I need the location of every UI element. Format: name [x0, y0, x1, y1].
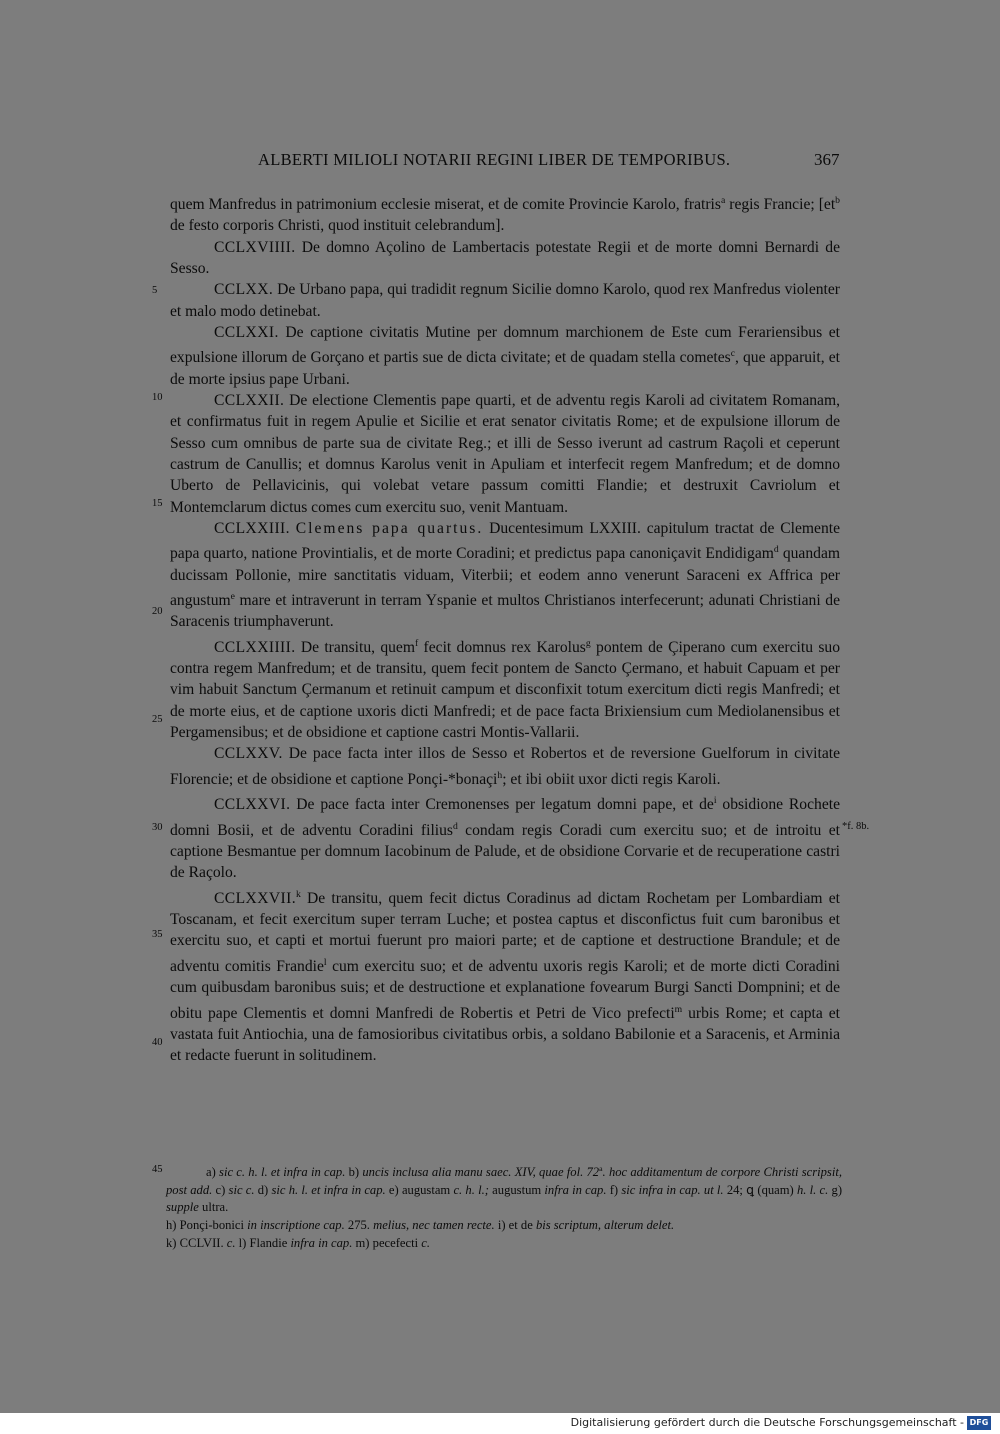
chapter-number: CCLXXV.: [214, 745, 283, 763]
line-number-30: 30: [152, 822, 163, 833]
text-segment: uncis inclusa alia manu saec. XIV, quae fol. 72: [362, 1165, 600, 1180]
text-segment: fecit domnus rex Karolus: [418, 638, 586, 656]
text-segment: c): [212, 1182, 229, 1197]
text-segment: urbis Rome; et capta et vastata fuit Antiochia, una de famosioribus civitatibus orbis, a soldano Babilonie et a Saracenis, et Arminia et redacte fuerunt in solitudinem.: [170, 1004, 840, 1065]
text-segment: g): [828, 1182, 843, 1197]
text-segment: . hoc additamentum de corpore Christi scripsit, post add.: [166, 1165, 842, 1197]
text-segment: augustum: [488, 1182, 545, 1197]
footnotes: [166, 1160, 842, 1252]
footnote-marker: d: [773, 544, 779, 556]
text-segment: h) Ponçi-bonici: [166, 1217, 248, 1232]
dfg-logo-icon[interactable]: DFG: [967, 1416, 991, 1430]
text-segment: l) Flandie: [235, 1235, 291, 1250]
text-segment: 275.: [344, 1217, 374, 1232]
text-segment: c.: [226, 1235, 236, 1250]
text-segment: De transitu, quem fecit dictus Coradinus ad dictam Rochetam per Lombardiam et Toscanam, et fecit exercitum super terram Luche; et postea captus et disconfictus fuit cum baronibus et exercitu suo, et capti et mortui fuerunt pro maiori parte; et de captione et destructione Brandule; et de adventu comitis Frandie: [170, 889, 840, 975]
chapter-number: CCLXXI.: [214, 323, 279, 341]
chapter-paragraph-3: [170, 322, 840, 390]
chapter-paragraph-2: [170, 279, 840, 322]
chapter-number: CCLXXIII.: [214, 519, 290, 537]
digitization-footer: [0, 1413, 1000, 1434]
footnote-line-2: [166, 1235, 842, 1253]
text-segment: bis scriptum, alterum delet.: [535, 1217, 675, 1232]
footnote-marker: k: [296, 888, 301, 900]
text-segment: De electione Clementis pape quarti, et de adventu regis Karoli ad civitatem Romanam, et confirmatus fuit in regem Apulie et Sicilie et erat senator civitatis Rome; et de expulsione illorum de Sesso cum omnibus de parte sua de civitate Reg.; et illi de Sesso iverunt ad castrum Raçoli et ceperunt castrum de Canullis; et domnus Karolus venit in Apuliam et interfecit regem Manfredum; et de domno Uberto de Pellavicinis, qui volebat vetare passum comitti Flandie; et destruxit Cavriolum et Montemclarum dictus comes cum exercitu suo, venit Mantuam.: [170, 392, 840, 516]
footnote-marker: g: [585, 637, 591, 649]
page-number: 367: [814, 150, 840, 169]
line-number-25: 25: [152, 714, 163, 725]
text-segment: cum exercitu suo; et de adventu uxoris regis Karoli; et de morte dicti Coradini cum quibusdam baronibus suis; et de destructione et explanatione fovearum Burgi Sancti Dompnini; et de obitu pape Clementis et domni Manfredi de Robertis et Petri de Vico prefecti: [170, 957, 840, 1022]
text-segment: obsidione Rochete domni Bosii, et de adventu Coradini filius: [170, 796, 840, 839]
chapter-number: CCLXVIIII.: [214, 238, 296, 256]
text-segment: mare et intraverunt in terram Yspanie et multos Christianos interfecerunt; adunati Christiani de Saracenis triumphaverunt.: [170, 592, 840, 631]
chapter-paragraph-9: [170, 884, 840, 1067]
chapter-paragraph-4: [170, 390, 840, 518]
chapter-paragraph-8: [170, 790, 840, 884]
line-number-35: 35: [152, 929, 163, 940]
footnote-marker: d: [452, 820, 458, 832]
text-segment: h. l. c.: [796, 1182, 829, 1197]
footnote-line-1: [166, 1217, 842, 1235]
footnote-marker: e: [230, 590, 235, 602]
text-segment: sic h. l. et infra in cap.: [271, 1182, 386, 1197]
text-segment: infra in cap.: [290, 1235, 353, 1250]
chapter-paragraph-1: [170, 237, 840, 280]
footnote-marker: b: [835, 195, 840, 206]
text-segment: 24; ꝗ (quam): [723, 1182, 797, 1197]
text-segment: Clemens papa quartus.: [295, 519, 484, 537]
text-segment: sic c.: [228, 1182, 255, 1197]
text-segment: regis Francie; [et: [725, 196, 836, 214]
text-segment: ; et ibi obiit uxor dicti regis Karoli.: [502, 770, 721, 788]
text-segment: supple: [166, 1200, 199, 1215]
text-segment: De pace facta inter illos de Sesso et Robertos et de reversione Guelforum in civitate Florencie; et de obsidione et captione Ponçi-*bonaçi: [170, 745, 840, 788]
line-number-40: 40: [152, 1037, 163, 1048]
chapter-number: CCLXXII.: [214, 392, 285, 410]
chapter-number: CCLXX.: [214, 281, 274, 299]
running-header: ALBERTI MILIOLI NOTARII REGINI LIBER DE TEMPORIBUS.: [258, 150, 731, 169]
chapter-paragraph-5: [170, 518, 840, 633]
body-text: [170, 190, 840, 1067]
text-segment: , que apparuit, et de morte ipsius pape Urbani.: [170, 349, 840, 388]
chapter-paragraph-7: [170, 743, 840, 790]
text-segment: in inscriptione cap.: [247, 1217, 345, 1232]
text-segment: c. h. l.;: [453, 1182, 489, 1197]
text-segment: quem Manfredus in patrimonium ecclesie miserat, et de comite Provincie Karolo, fratris: [170, 196, 721, 214]
text-segment: b): [345, 1165, 363, 1180]
footnote-marker: h: [497, 769, 503, 781]
footnote-line-0: [166, 1160, 842, 1217]
footnote-marker: a: [599, 1164, 603, 1173]
text-segment: melius, nec tamen recte.: [373, 1217, 495, 1232]
footnote-marker: l: [323, 956, 327, 968]
text-segment: De captione civitatis Mutine per domnum marchionem de Este cum Ferariensibus et expulsione illorum de Gorçano et partis sue de dicta civitate; et de quadam stella cometes: [170, 323, 840, 367]
text-segment: quandam ducissam Pollonie, mire sanctitatis viduam, Viterbii; et eodem anno venerunt Saraceni ex Affrica per angustum: [170, 545, 840, 610]
text-segment: f): [606, 1182, 622, 1197]
text-segment: sic infra in cap. ut l.: [621, 1182, 724, 1197]
text-segment: c.: [421, 1235, 430, 1250]
text-segment: Ducentesimum LXXIII. capitulum tractat de Clemente papa quarto, natione Provintialis, et de morte Coradini; et predictus papa canoniçavit Endidigam: [170, 519, 840, 563]
text-segment: ultra.: [198, 1200, 229, 1215]
footnote-marker: i: [713, 795, 717, 807]
digitization-credit[interactable]: Digitalisierung gefördert durch die Deutsche Forschungsgemeinschaft -: [570, 1416, 964, 1429]
text-segment: sic c. h. l. et infra in cap.: [219, 1165, 346, 1180]
chapter-number: CCLXXIIII.: [214, 638, 296, 656]
text-segment: condam regis Coradi cum exercitu suo; et de introitu et captione Besmantue per domnum Iacobinum de Palude, et de obsidione Corvarie et de recuperatione castri de Raçolo.: [170, 821, 840, 882]
text-segment: pontem de Çiperano cum exercitu suo contra regem Manfredum; et de transitu, quem fecit pontem de Sancto Çermano, et habuit Capuam et per vim habuit Sanctum Çermanum et retinuit campum et disconfixit totum exercitum dicti regis Manfredi; et de morte eius, et de captione uxoris dicti Manfredi; et de pace facta Brixiensium cum Mediolanensibus et Pergamensibus; et de obsidione et captione castri Montis-Vallarii.: [170, 638, 840, 742]
text-segment: d): [254, 1182, 272, 1197]
chapter-number: CCLXXVI.: [214, 796, 291, 814]
text-segment: De transitu, quem: [295, 638, 415, 656]
margin-folio-note: *f. 8b.: [842, 821, 870, 832]
text-segment: k) CCLVII.: [166, 1235, 227, 1250]
line-number-45: 45: [152, 1164, 163, 1175]
text-segment: De pace facta inter Cremonenses per legatum domni pape, et de: [290, 796, 714, 814]
text-segment: De Urbano papa, qui tradidit regnum Sicilie domno Karolo, quod rex Manfredus violenter et malo modo detinebat.: [170, 281, 840, 320]
chapter-paragraph-6: [170, 633, 840, 744]
text-segment: e) augustam: [385, 1182, 454, 1197]
chapter-paragraph-0: [170, 190, 840, 237]
line-number-20: 20: [152, 606, 163, 617]
text-segment: i) et de: [494, 1217, 536, 1232]
line-number-10: 10: [152, 392, 163, 403]
footnote-marker: a: [720, 195, 726, 206]
text-segment: a): [206, 1165, 220, 1180]
footnote-marker: m: [674, 1003, 683, 1015]
footnote-marker: c: [730, 348, 735, 360]
text-segment: De domno Açolino de Lambertacis potestate Regii et de morte domni Bernardi de Sesso.: [170, 238, 840, 278]
chapter-number: CCLXXVII.: [214, 889, 296, 907]
text-segment: de festo corporis Christi, quod instituit celebrandum].: [170, 217, 505, 235]
text-segment: m) pecefecti: [352, 1235, 422, 1250]
text-segment: infra in cap.: [544, 1182, 607, 1197]
line-number-15: 15: [152, 498, 163, 509]
footnote-marker: f: [415, 637, 419, 649]
line-number-5: 5: [152, 285, 158, 296]
